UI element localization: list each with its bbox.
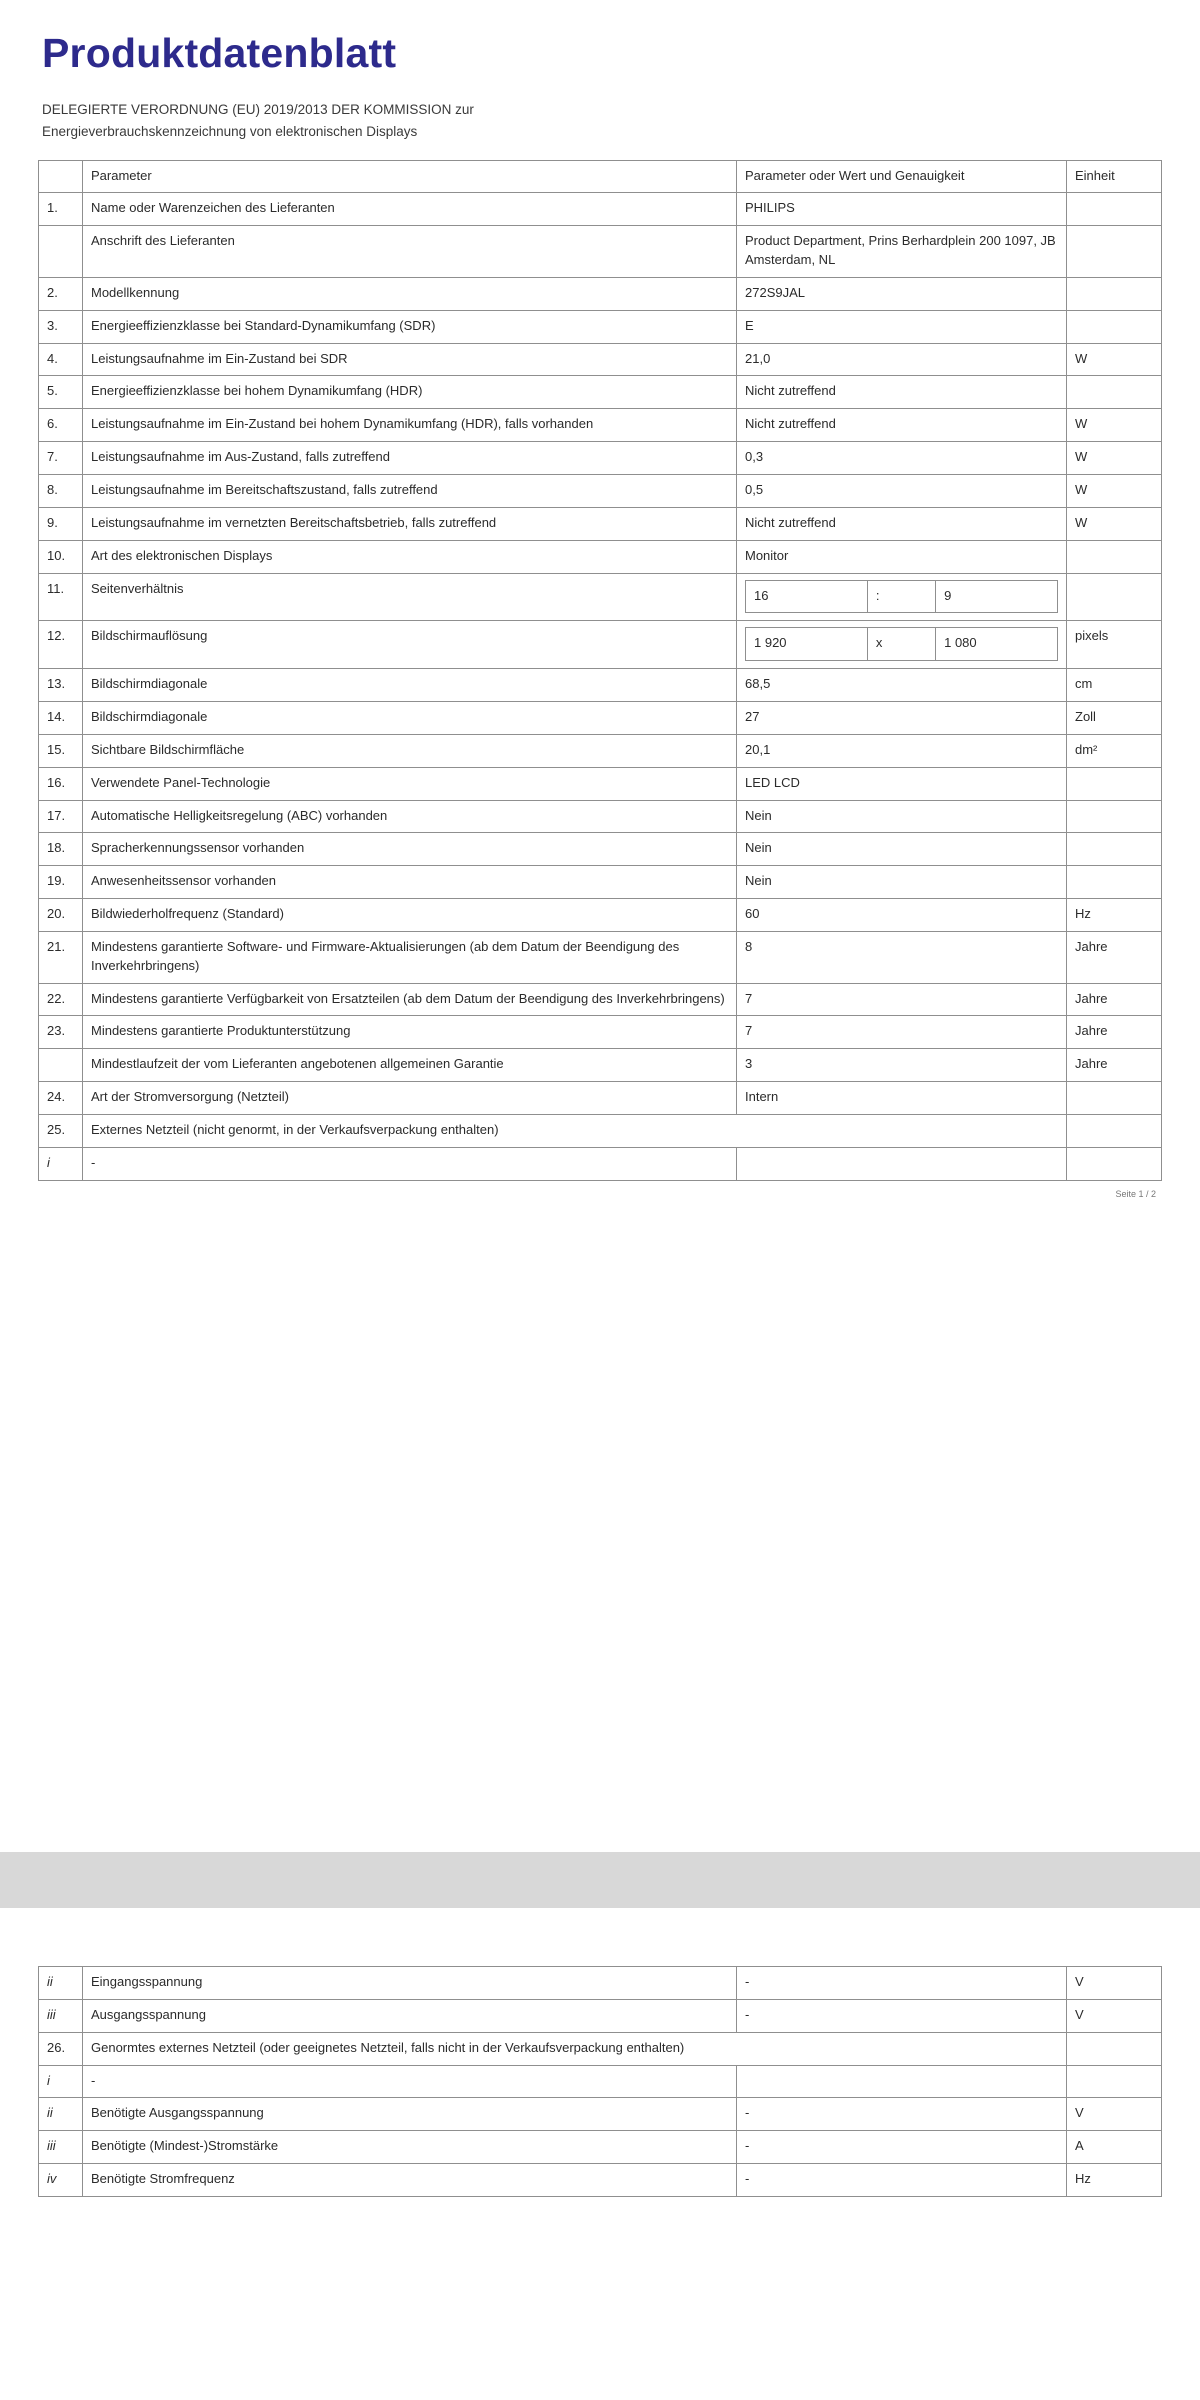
row-unit — [1067, 2032, 1162, 2065]
table-row — [39, 621, 1162, 669]
row-number: i — [39, 1147, 83, 1180]
row-unit: Jahre — [1067, 1049, 1162, 1082]
row-number: 17. — [39, 800, 83, 833]
row-parameter: Mindestlaufzeit der vom Lieferanten angebotenen allgemeinen Garantie — [83, 1049, 737, 1082]
row-value: E — [737, 310, 1067, 343]
row-value: 27 — [737, 702, 1067, 735]
row-number: 4. — [39, 343, 83, 376]
table-row — [39, 277, 1162, 310]
row-parameter: Verwendete Panel-Technologie — [83, 767, 737, 800]
row-unit: W — [1067, 442, 1162, 475]
row-number: 10. — [39, 540, 83, 573]
row-value: Nein — [737, 800, 1067, 833]
row-number: 26. — [39, 2032, 83, 2065]
row-unit: dm² — [1067, 734, 1162, 767]
row-parameter: Bildschirmdiagonale — [83, 702, 737, 735]
table-row — [39, 1049, 1162, 1082]
table-row — [39, 573, 1162, 621]
row-value: 60 — [737, 899, 1067, 932]
row-unit — [1067, 1115, 1162, 1148]
row-number: iv — [39, 2164, 83, 2197]
page-footer: Seite 1 / 2 — [1115, 1188, 1156, 1199]
row-value-part: 1 080 — [936, 628, 1058, 661]
table-row — [39, 442, 1162, 475]
row-value: 7 — [737, 983, 1067, 1016]
row-value-part: : — [867, 580, 935, 613]
row-value: Nicht zutreffend — [737, 507, 1067, 540]
page-title: Produktdatenblatt — [42, 30, 397, 76]
row-unit: A — [1067, 2131, 1162, 2164]
row-unit — [1067, 767, 1162, 800]
row-number: 5. — [39, 376, 83, 409]
row-value: - — [737, 1999, 1067, 2032]
row-value: 0,3 — [737, 442, 1067, 475]
row-unit — [1067, 310, 1162, 343]
row-unit — [1067, 866, 1162, 899]
table-row — [39, 310, 1162, 343]
row-number: iii — [39, 1999, 83, 2032]
row-value: Product Department, Prins Berhardplein 200 1097, JB Amsterdam, NL — [737, 226, 1067, 278]
row-number — [39, 226, 83, 278]
row-unit: W — [1067, 474, 1162, 507]
row-parameter: - — [83, 2065, 737, 2098]
row-parameter: Bildschirmdiagonale — [83, 669, 737, 702]
table-row — [39, 1999, 1162, 2032]
row-parameter: Anwesenheitssensor vorhanden — [83, 866, 737, 899]
row-value: - — [737, 2098, 1067, 2131]
regulation-subtitle-line-2: Energieverbrauchskennzeichnung von elektronischen Displays — [42, 124, 418, 140]
table-row — [39, 734, 1162, 767]
row-value: Nicht zutreffend — [737, 409, 1067, 442]
row-number: 19. — [39, 866, 83, 899]
table-row — [39, 800, 1162, 833]
row-number: ii — [39, 1967, 83, 2000]
row-parameter: Leistungsaufnahme im Bereitschaftszustand, falls zutreffend — [83, 474, 737, 507]
row-number: 15. — [39, 734, 83, 767]
product-datasheet-table — [38, 160, 1162, 1181]
row-unit: Hz — [1067, 899, 1162, 932]
table-body-page-1 — [39, 193, 1162, 1180]
row-parameter: Externes Netzteil (nicht genormt, in der Verkaufsverpackung enthalten) — [83, 1115, 1067, 1148]
row-unit — [1067, 1082, 1162, 1115]
table-row — [39, 2065, 1162, 2098]
row-parameter: Mindestens garantierte Produktunterstützung — [83, 1016, 737, 1049]
table-row — [39, 507, 1162, 540]
product-datasheet-table-continued — [38, 1966, 1162, 2197]
row-unit: cm — [1067, 669, 1162, 702]
table-row — [39, 1115, 1162, 1148]
row-unit: Jahre — [1067, 983, 1162, 1016]
row-value: Intern — [737, 1082, 1067, 1115]
row-unit: W — [1067, 343, 1162, 376]
row-parameter: Bildwiederholfrequenz (Standard) — [83, 899, 737, 932]
row-value: 3 — [737, 1049, 1067, 1082]
row-unit — [1067, 277, 1162, 310]
row-unit: W — [1067, 507, 1162, 540]
row-value: 7 — [737, 1016, 1067, 1049]
row-unit — [1067, 573, 1162, 621]
row-parameter: Leistungsaufnahme im Ein-Zustand bei SDR — [83, 343, 737, 376]
row-value: - — [737, 1967, 1067, 2000]
row-unit — [1067, 226, 1162, 278]
regulation-subtitle-line-1: DELEGIERTE VERORDNUNG (EU) 2019/2013 DER KOMMISSION zur — [42, 102, 474, 117]
row-parameter: Genormtes externes Netzteil (oder geeignetes Netzteil, falls nicht in der Verkaufsverpackung enthalten) — [83, 2032, 1067, 2065]
row-unit — [1067, 1147, 1162, 1180]
row-number: 12. — [39, 621, 83, 669]
row-number: 20. — [39, 899, 83, 932]
table-row — [39, 226, 1162, 278]
row-number: 7. — [39, 442, 83, 475]
table-row — [39, 983, 1162, 1016]
row-value: 20,1 — [737, 734, 1067, 767]
row-number: 24. — [39, 1082, 83, 1115]
row-parameter: Eingangsspannung — [83, 1967, 737, 2000]
table-row — [39, 669, 1162, 702]
row-parameter: Benötigte Ausgangsspannung — [83, 2098, 737, 2131]
table-row — [39, 409, 1162, 442]
row-number: 6. — [39, 409, 83, 442]
table-row — [39, 1016, 1162, 1049]
row-value: Nein — [737, 833, 1067, 866]
row-value-part: 9 — [936, 580, 1058, 613]
row-number: 11. — [39, 573, 83, 621]
table-row — [39, 2131, 1162, 2164]
table-row — [39, 1082, 1162, 1115]
row-value — [737, 2065, 1067, 2098]
table-row — [39, 833, 1162, 866]
header-number — [39, 160, 83, 193]
row-unit: V — [1067, 1999, 1162, 2032]
row-parameter: Name oder Warenzeichen des Lieferanten — [83, 193, 737, 226]
row-unit — [1067, 833, 1162, 866]
row-value: Monitor — [737, 540, 1067, 573]
row-value: 68,5 — [737, 669, 1067, 702]
row-unit: V — [1067, 2098, 1162, 2131]
row-value: Nicht zutreffend — [737, 376, 1067, 409]
row-value: 21,0 — [737, 343, 1067, 376]
row-number: 14. — [39, 702, 83, 735]
row-value: Nein — [737, 866, 1067, 899]
table-row — [39, 2164, 1162, 2197]
row-parameter: Spracherkennungssensor vorhanden — [83, 833, 737, 866]
row-unit: pixels — [1067, 621, 1162, 669]
row-number: 22. — [39, 983, 83, 1016]
table-row — [39, 343, 1162, 376]
row-value: - — [737, 2131, 1067, 2164]
row-parameter: - — [83, 1147, 737, 1180]
row-parameter: Leistungsaufnahme im Aus-Zustand, falls zutreffend — [83, 442, 737, 475]
row-unit: V — [1067, 1967, 1162, 2000]
row-parameter: Leistungsaufnahme im Ein-Zustand bei hohem Dynamikumfang (HDR), falls vorhanden — [83, 409, 737, 442]
row-number: 18. — [39, 833, 83, 866]
row-parameter: Art der Stromversorgung (Netzteil) — [83, 1082, 737, 1115]
table-row — [39, 866, 1162, 899]
row-number: iii — [39, 2131, 83, 2164]
row-number: 16. — [39, 767, 83, 800]
row-parameter: Sichtbare Bildschirmfläche — [83, 734, 737, 767]
row-value: 0,5 — [737, 474, 1067, 507]
row-number: 3. — [39, 310, 83, 343]
table-row — [39, 1147, 1162, 1180]
header-value: Parameter oder Wert und Genauigkeit — [737, 160, 1067, 193]
table-row — [39, 2032, 1162, 2065]
row-parameter: Seitenverhältnis — [83, 573, 737, 621]
row-value — [737, 573, 1067, 621]
row-parameter: Modellkennung — [83, 277, 737, 310]
row-parameter: Art des elektronischen Displays — [83, 540, 737, 573]
row-number: 21. — [39, 931, 83, 983]
header-unit: Einheit — [1067, 160, 1162, 193]
row-value — [737, 1147, 1067, 1180]
table-row — [39, 540, 1162, 573]
table-row — [39, 899, 1162, 932]
row-value-part: x — [867, 628, 935, 661]
row-parameter: Ausgangsspannung — [83, 1999, 737, 2032]
row-number: 23. — [39, 1016, 83, 1049]
table-row — [39, 1967, 1162, 2000]
table-row — [39, 931, 1162, 983]
table-body-page-2 — [39, 1967, 1162, 2197]
row-unit: Jahre — [1067, 1016, 1162, 1049]
row-value — [737, 621, 1067, 669]
table-row — [39, 193, 1162, 226]
row-parameter: Benötigte (Mindest-)Stromstärke — [83, 2131, 737, 2164]
datasheet-page-2 — [0, 1908, 1200, 2400]
row-parameter: Mindestens garantierte Software- und Firmware-Aktualisierungen (ab dem Datum der Beendigung des Inverkehrbringens) — [83, 931, 737, 983]
row-value: 8 — [737, 931, 1067, 983]
row-parameter: Energieeffizienzklasse bei hohem Dynamikumfang (HDR) — [83, 376, 737, 409]
page-separator — [0, 1852, 1200, 1908]
row-unit — [1067, 193, 1162, 226]
row-value: 272S9JAL — [737, 277, 1067, 310]
table-row — [39, 702, 1162, 735]
table-row — [39, 376, 1162, 409]
row-value: - — [737, 2164, 1067, 2197]
table-row — [39, 767, 1162, 800]
row-number: 8. — [39, 474, 83, 507]
row-number — [39, 1049, 83, 1082]
row-number: 13. — [39, 669, 83, 702]
row-unit — [1067, 376, 1162, 409]
row-number: 1. — [39, 193, 83, 226]
row-unit: Zoll — [1067, 702, 1162, 735]
row-value-part: 1 920 — [746, 628, 868, 661]
row-parameter: Bildschirmauflösung — [83, 621, 737, 669]
row-parameter: Automatische Helligkeitsregelung (ABC) vorhanden — [83, 800, 737, 833]
row-number: ii — [39, 2098, 83, 2131]
row-parameter: Anschrift des Lieferanten — [83, 226, 737, 278]
row-unit: W — [1067, 409, 1162, 442]
row-parameter: Benötigte Stromfrequenz — [83, 2164, 737, 2197]
header-parameter: Parameter — [83, 160, 737, 193]
row-unit: Hz — [1067, 2164, 1162, 2197]
table-row — [39, 2098, 1162, 2131]
row-number: 9. — [39, 507, 83, 540]
row-unit — [1067, 800, 1162, 833]
row-unit — [1067, 2065, 1162, 2098]
row-value-part: 16 — [746, 580, 868, 613]
row-number: 2. — [39, 277, 83, 310]
regulation-subtitle — [42, 99, 742, 144]
row-value: PHILIPS — [737, 193, 1067, 226]
table-header-row — [39, 160, 1162, 193]
row-parameter: Energieeffizienzklasse bei Standard-Dynamikumfang (SDR) — [83, 310, 737, 343]
row-parameter: Mindestens garantierte Verfügbarkeit von Ersatzteilen (ab dem Datum der Beendigung des Inverkehrbringens) — [83, 983, 737, 1016]
row-number: i — [39, 2065, 83, 2098]
row-unit: Jahre — [1067, 931, 1162, 983]
row-number: 25. — [39, 1115, 83, 1148]
row-parameter: Leistungsaufnahme im vernetzten Bereitschaftsbetrieb, falls zutreffend — [83, 507, 737, 540]
row-unit — [1067, 540, 1162, 573]
table-row — [39, 474, 1162, 507]
row-value: LED LCD — [737, 767, 1067, 800]
